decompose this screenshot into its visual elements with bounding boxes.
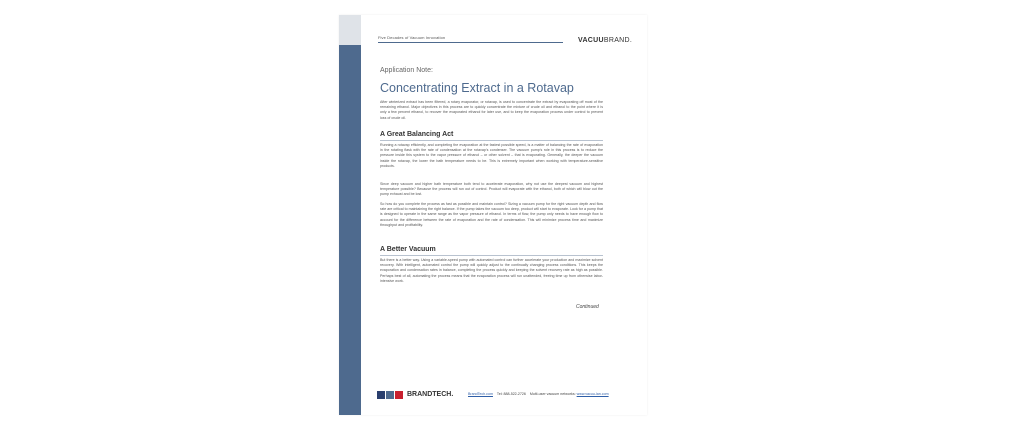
footer-phone: Tel: 888-522-2726	[496, 392, 526, 396]
brandtech-logo	[377, 390, 453, 399]
footer-contact	[468, 392, 609, 396]
balancing-paragraph-1: Running a rotavap efficiently, and completing the evaporation at the fastest possible speed, is a matter of balancing the rate of evaporation in the rotating flask with the rate of condensation at the rotavap's condenser. The vacuum pump's role in this process is to reduce the pressure inside this system to the vapor pressure of ethanol – or other solvent – that is evaporating. Generally, the deeper the vacuum inside the rotavap, the lower the bath temperature needs to be. This is extremely important when working with temperature-sensitive products.	[380, 143, 603, 168]
side-band	[339, 45, 361, 415]
document-label: Application Note:	[380, 67, 433, 74]
footer-networks-link[interactable]: www.vacuu-lan.com	[576, 392, 609, 396]
section-rule	[380, 140, 603, 141]
header-tagline: Five Decades of Vacuum Innovation	[378, 35, 446, 40]
intro-paragraph: After winterized extract has been filtered, a rotary evaporator, or rotavap, is used to concentrate the extract by evaporating off most of the remaining ethanol. Major objectives in this process are to quickly concentrate the mixture of crude oil and ethanol to the point where it is only a few percent ethanol, to recover the evaporated ethanol for later use, and to keep the evaporation process under control to prevent loss of crude oil.	[380, 100, 603, 120]
footer-email-link[interactable]: BrandTech.com	[468, 392, 493, 396]
side-band-top	[339, 15, 361, 45]
balancing-paragraph-3: So how do you complete the process as fast as possible and maintain control? Sizing a vacuum pump for the right vacuum depth and flow rate are critical to maintaining the right balance. If the pump takes the vacuum too deep, product will start to evaporate. Look for a pump that is designed to operate in the same range as the vapor pressure of ethanol. In terms of flow, the pump only needs to have enough flow to account for the difference between the rate of evaporation and the rate of condensation. This will minimize process time and maximize throughput and profitability.	[380, 202, 603, 227]
header-rule	[378, 42, 563, 43]
section-rule	[380, 255, 603, 256]
logo-square-red	[395, 391, 403, 399]
vacuubrand-logo	[578, 37, 632, 44]
logo-square-blue	[386, 391, 394, 399]
brandtech-wordmark: BRANDTECH.	[407, 391, 454, 398]
logo-main: VACUU	[578, 37, 604, 44]
balancing-paragraph-2: Since deep vacuum and higher bath temperature both tend to accelerate evaporation, why not use the deepest vacuum and highest temperature possible? Because the process will run out of control. Product will evaporate with the ethanol, both of which will blow out the pump exhaust and be lost.	[380, 182, 603, 197]
footer-networks-label: Multi-user vacuum networks:	[529, 392, 576, 396]
section-heading-better-vacuum: A Better Vacuum	[380, 246, 436, 253]
continued-note: Continued	[576, 304, 599, 310]
document-title: Concentrating Extract in a Rotavap	[380, 81, 574, 95]
logo-rest: BRAND.	[603, 37, 633, 44]
logo-square-navy	[377, 391, 385, 399]
section-heading-balancing: A Great Balancing Act	[380, 131, 454, 138]
better-vacuum-paragraph: But there is a better way. Using a variable-speed pump with automated control can further accelerate your production and maximize solvent recovery. With intelligent, automated control the pump will quickly adjust to the continually changing process conditions. This keeps the evaporation and condensation rates in balance, completing the process quickly and keeping the solvent recovery rate as high as possible. Perhaps best of all, automating the process means that the evaporation process will run unattended, freeing time up from otherwise labor-intensive work.	[380, 258, 603, 283]
